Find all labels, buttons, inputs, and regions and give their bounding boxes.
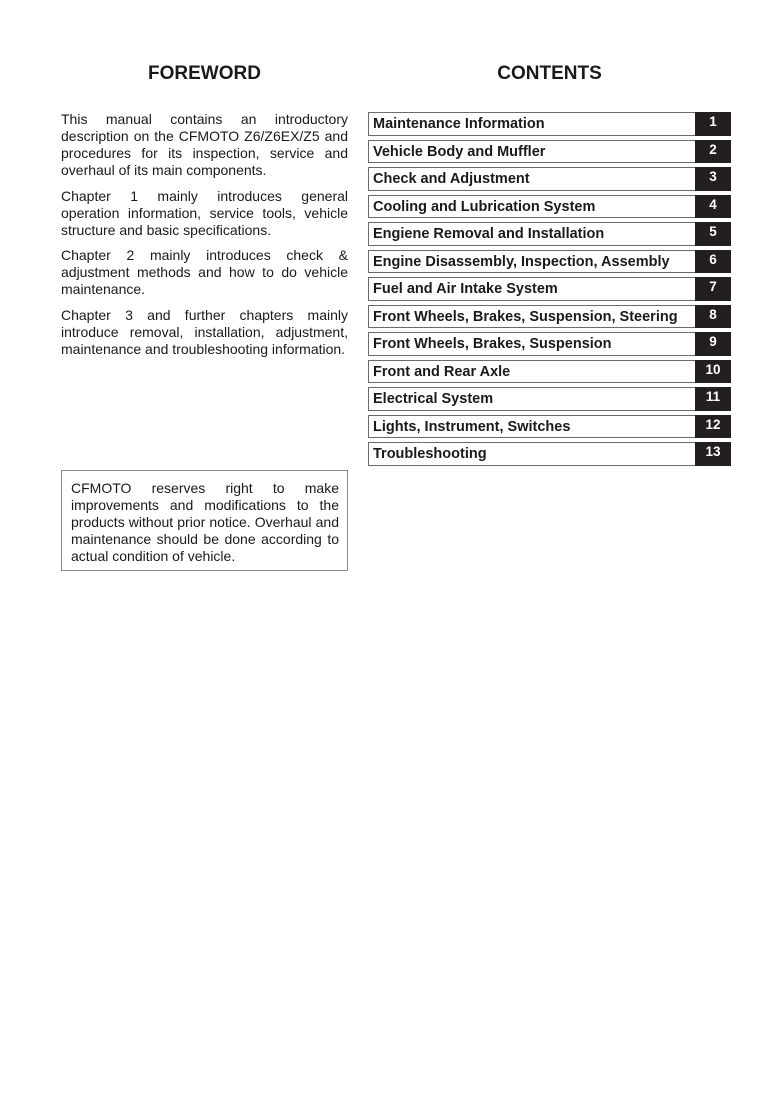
toc-item-number: 7: [695, 277, 731, 301]
toc-item-label: Engine Disassembly, Inspection, Assembly: [368, 250, 695, 274]
toc-item-label: Electrical System: [368, 387, 695, 411]
foreword-title: FOREWORD: [148, 63, 261, 84]
toc-item-cooling-and-lubrication[interactable]: [368, 195, 731, 219]
toc-item-label: Fuel and Air Intake System: [368, 277, 695, 301]
toc-item-electrical-system[interactable]: [368, 387, 731, 411]
foreword-paragraph-intro: This manual contains an introductory description on the CFMOTO Z6/Z6EX/Z5 and procedures for its inspection, service and overhaul of its main components.: [61, 111, 348, 178]
toc-item-label: Cooling and Lubrication System: [368, 195, 695, 219]
contents-list: [368, 112, 731, 470]
toc-item-front-and-rear-axle[interactable]: [368, 360, 731, 384]
toc-item-number: 8: [695, 305, 731, 329]
toc-item-number: 9: [695, 332, 731, 356]
toc-item-number: 4: [695, 195, 731, 219]
toc-item-label: Engiene Removal and Installation: [368, 222, 695, 246]
toc-item-maintenance-information[interactable]: [368, 112, 731, 136]
toc-item-label: Front Wheels, Brakes, Suspension, Steering: [368, 305, 695, 329]
toc-item-check-and-adjustment[interactable]: [368, 167, 731, 191]
toc-item-label: Front and Rear Axle: [368, 360, 695, 384]
toc-item-number: 12: [695, 415, 731, 439]
toc-item-number: 6: [695, 250, 731, 274]
toc-item-engine-disassembly[interactable]: [368, 250, 731, 274]
toc-item-vehicle-body-and-muffler[interactable]: [368, 140, 731, 164]
toc-item-lights-instrument-switches[interactable]: [368, 415, 731, 439]
foreword-paragraph-chapter2: Chapter 2 mainly introduces check & adjustment methods and how to do vehicle maintenance.: [61, 247, 348, 297]
toc-item-label: Vehicle Body and Muffler: [368, 140, 695, 164]
toc-item-number: 5: [695, 222, 731, 246]
foreword-paragraph-chapter1: Chapter 1 mainly introduces general operation information, service tools, vehicle structure and basic specifications.: [61, 188, 348, 238]
toc-item-label: Front Wheels, Brakes, Suspension: [368, 332, 695, 356]
toc-item-number: 11: [695, 387, 731, 411]
notice-box: CFMOTO reserves right to make improvements and modifications to the products without prior notice. Overhaul and maintenance should be done according to actual condition of vehicle.: [61, 470, 348, 571]
toc-item-front-wheels-suspension[interactable]: [368, 332, 731, 356]
toc-item-label: Maintenance Information: [368, 112, 695, 136]
toc-item-number: 2: [695, 140, 731, 164]
toc-item-label: Troubleshooting: [368, 442, 695, 466]
toc-item-number: 1: [695, 112, 731, 136]
toc-item-label: Lights, Instrument, Switches: [368, 415, 695, 439]
toc-item-engine-removal[interactable]: [368, 222, 731, 246]
toc-item-number: 13: [695, 442, 731, 466]
toc-item-front-wheels-steering[interactable]: [368, 305, 731, 329]
contents-title: CONTENTS: [497, 63, 602, 84]
toc-item-fuel-and-air-intake[interactable]: [368, 277, 731, 301]
toc-item-label: Check and Adjustment: [368, 167, 695, 191]
toc-item-number: 10: [695, 360, 731, 384]
toc-item-troubleshooting[interactable]: [368, 442, 731, 466]
toc-item-number: 3: [695, 167, 731, 191]
foreword-paragraph-chapter3: Chapter 3 and further chapters mainly introduce removal, installation, adjustment, maintenance and troubleshooting information.: [61, 307, 348, 357]
